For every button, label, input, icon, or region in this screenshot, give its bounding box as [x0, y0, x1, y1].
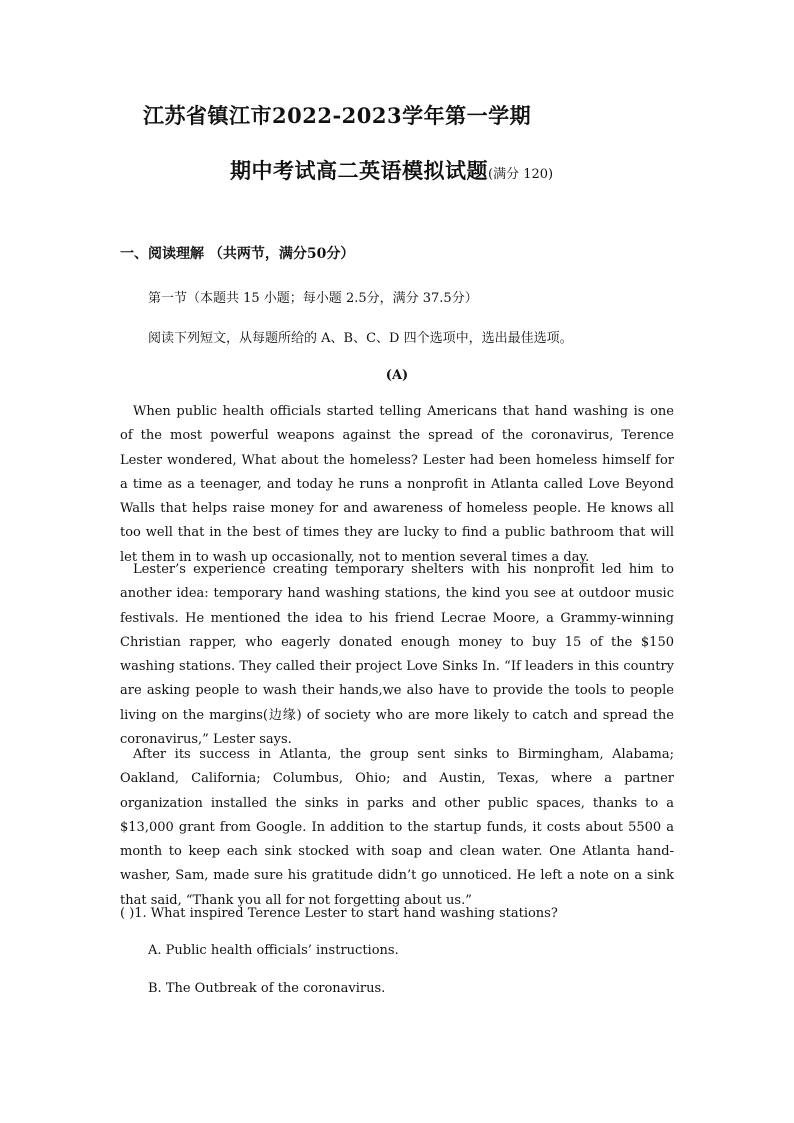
- paragraph-3: After its success in Atlanta, the group sent sinks to Birmingham, Alabama; Oakland, California; Columbus, Ohio; and Austin, Texas, where a partner organization installed the sinks in parks and other public spaces, thanks to a $13,000 grant from Google. In addition to the startup funds, it costs about 5500 a month to keep each sink stocked with soap and clean water. One Atlanta hand-washer, Sam, made sure his gratitude didn’t go unnoticed. He left a note on a sink that said, “Thank you all for not forgetting about us.”: [120, 747, 674, 908]
- title-score-note: (满分 120): [488, 167, 554, 182]
- title-line-1: 江苏省镇江市2022-2023学年第一学期: [143, 103, 532, 128]
- title-line-2: [230, 155, 553, 185]
- option-a: A. Public health officials’ instructions.: [148, 943, 399, 958]
- paragraph-1: When public health officials started telling Americans that hand washing is one of the most powerful weapons against the spread of the coronavirus, Terence Lester wondered, What about the homeless? Lester had been homeless himself for a time as a teenager, and today he runs a nonprofit in Atlanta called Love Beyond Walls that helps raise money for and awareness of homeless people. He knows all too well that in the best of times they are lucky to find a public bathroom that will let them in to wash up occasionally, not to mention several times a day.: [120, 404, 674, 565]
- option-b: B. The Outbreak of the coronavirus.: [148, 981, 386, 996]
- section-heading: 一、阅读理解 （共两节，满分50分）: [120, 246, 355, 262]
- title-main: 期中考试高二英语模拟试题: [230, 158, 488, 183]
- passage-label: (A): [385, 368, 409, 383]
- question-1: ( )1. What inspired Terence Lester to start hand washing stations?: [120, 906, 558, 921]
- section-part: 第一节（本题共 15 小题；每小题 2.5分，满分 37.5分）: [148, 291, 478, 306]
- paragraph-2: Lester’s experience creating temporary shelters with his nonprofit led him to another idea: temporary hand washing stations, the kind you see at outdoor music festivals. He mentioned the idea to his friend Lecrae Moore, a Grammy-winning Christian rapper, who eagerly donated enough money to buy 15 of the $150 washing stations. They called their project Love Sinks In. “If leaders in this country are asking people to wash their hands,we also have to provide the tools to people living on the margins(边缘) of society who are more likely to catch and spread the coronavirus,” Lester says.: [120, 562, 674, 748]
- section-instruction: 阅读下列短文，从每题所给的 A、B、C、D 四个选项中，选出最佳选项。: [148, 331, 573, 346]
